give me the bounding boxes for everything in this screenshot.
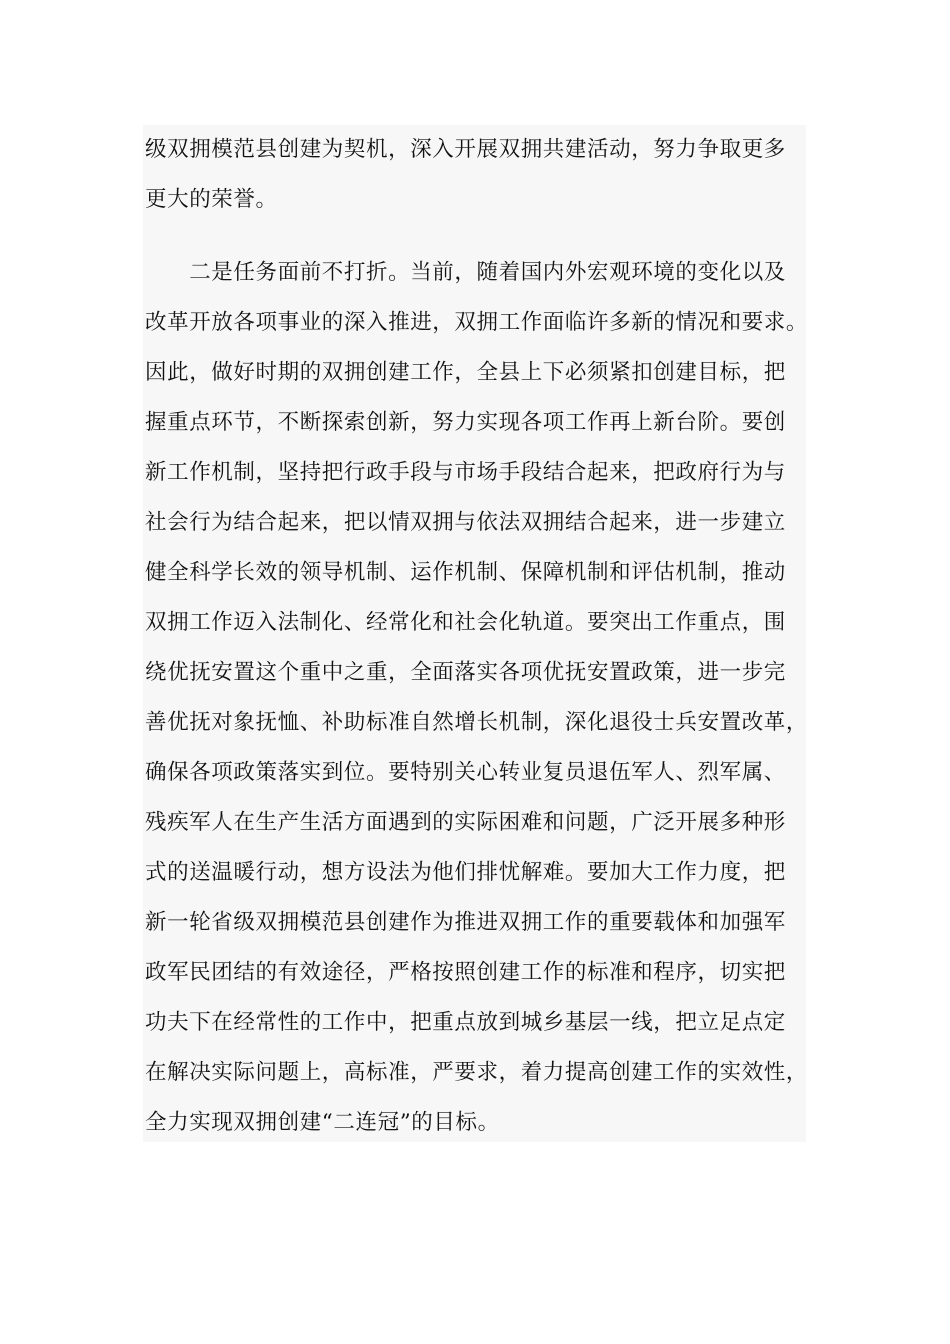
text-line: 级双拥模范县创建为契机，深入开展双拥共建活动，努力争取更多 bbox=[145, 137, 786, 162]
text-line: 新一轮省级双拥模范县创建作为推进双拥工作的重要载体和加强军 bbox=[145, 910, 786, 935]
text-line: 握重点环节，不断探索创新，努力实现各项工作再上新台阶。要创 bbox=[145, 410, 786, 435]
text-line: 残疾军人在生产生活方面遇到的实际困难和问题，广泛开展多种形 bbox=[145, 810, 786, 835]
text-line: 确保各项政策落实到位。要特别关心转业复员退伍军人、烈军属、 bbox=[145, 760, 786, 785]
text-line: 善优抚对象抚恤、补助标准自然增长机制，深化退役士兵安置改革， bbox=[145, 710, 809, 735]
text-line: 更大的荣誉。 bbox=[145, 187, 278, 212]
text-line: 改革开放各项事业的深入推进，双拥工作面临许多新的情况和要求。 bbox=[145, 310, 809, 335]
text-line: 绕优抚安置这个重中之重，全面落实各项优抚安置政策，进一步完 bbox=[145, 660, 786, 685]
text-line: 社会行为结合起来，把以情双拥与依法双拥结合起来，进一步建立 bbox=[145, 510, 786, 535]
text-line: 功夫下在经常性的工作中，把重点放到城乡基层一线，把立足点定 bbox=[145, 1010, 786, 1035]
text-line: 二是任务面前不打折。当前，随着国内外宏观环境的变化以及 bbox=[145, 260, 786, 285]
text-line: 新工作机制，坚持把行政手段与市场手段结合起来，把政府行为与 bbox=[145, 460, 786, 485]
document-body bbox=[143, 125, 809, 1142]
text-line: 全力实现双拥创建“二连冠”的目标。 bbox=[145, 1110, 500, 1135]
text-line: 健全科学长效的领导机制、运作机制、保障机制和评估机制，推动 bbox=[145, 560, 786, 585]
paragraph-1 bbox=[143, 125, 806, 225]
paragraph-gap bbox=[143, 225, 806, 248]
text-line: 因此，做好时期的双拥创建工作，全县上下必须紧扣创建目标，把 bbox=[145, 360, 786, 385]
paragraph-2 bbox=[143, 248, 809, 1148]
text-line: 式的送温暖行动，想方设法为他们排忧解难。要加大工作力度，把 bbox=[145, 860, 786, 885]
text-line: 双拥工作迈入法制化、经常化和社会化轨道。要突出工作重点，围 bbox=[145, 610, 786, 635]
text-line: 政军民团结的有效途径，严格按照创建工作的标准和程序，切实把 bbox=[145, 960, 786, 985]
text-line: 在解决实际问题上，高标准，严要求，着力提高创建工作的实效性， bbox=[145, 1060, 809, 1085]
